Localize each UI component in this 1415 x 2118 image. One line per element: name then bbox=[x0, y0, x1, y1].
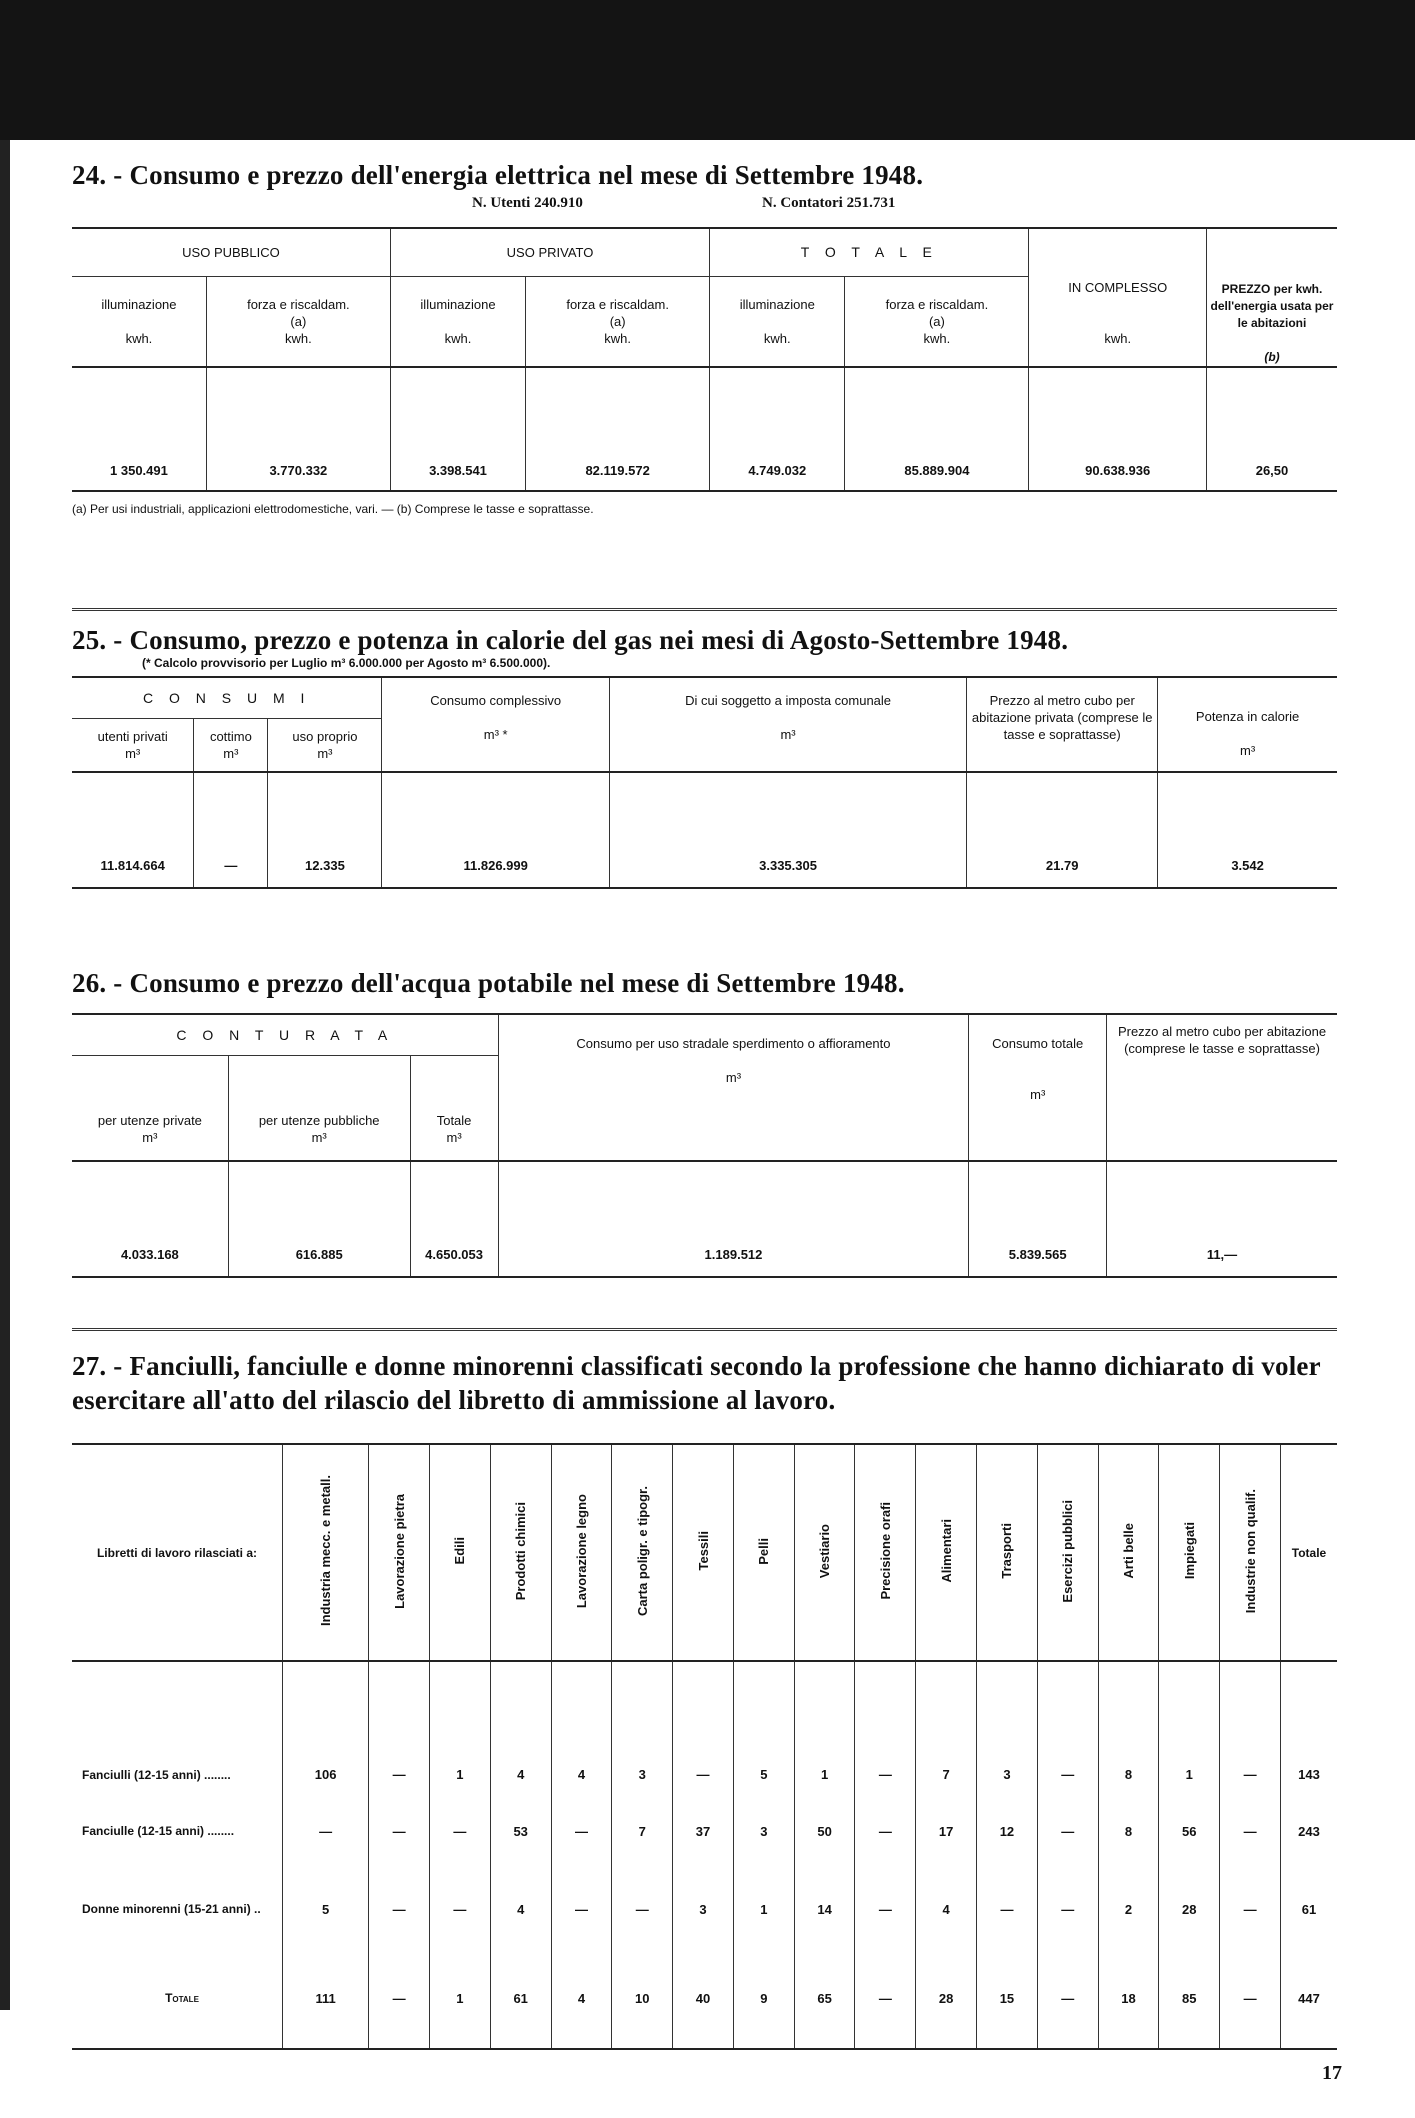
group-uso-pubblico: USO PUBBLICO bbox=[182, 245, 280, 261]
section-27 bbox=[72, 1328, 1337, 2050]
col-pub-forza: forza e riscaldam. (a) kwh. bbox=[206, 277, 390, 367]
val-acqua-totale: 5.839.565 bbox=[969, 1161, 1107, 1277]
cell: 56 bbox=[1159, 1792, 1220, 1870]
col-priv-illum: illuminazione kwh. bbox=[390, 277, 525, 367]
val-gas-prezzo: 21.79 bbox=[967, 772, 1158, 888]
cell: 5 bbox=[283, 1870, 369, 1948]
col-vestiario: Vestiario bbox=[794, 1444, 855, 1661]
cell: 143 bbox=[1281, 1661, 1338, 1792]
cell: — bbox=[612, 1870, 673, 1948]
val-acqua-totale-conturata: 4.650.053 bbox=[410, 1161, 498, 1277]
col-priv-forza: forza e riscaldam. (a) kwh. bbox=[526, 277, 710, 367]
val-gas-uso-proprio: 12.335 bbox=[268, 772, 382, 888]
contatori-count: N. Contatori 251.731 bbox=[762, 195, 896, 211]
cell: 447 bbox=[1281, 1948, 1338, 2049]
val-complesso: 90.638.936 bbox=[1029, 367, 1207, 491]
val-priv-forza: 82.119.572 bbox=[526, 367, 710, 491]
col-gas-uso-proprio: uso proprio m³ bbox=[268, 719, 382, 773]
val-priv-illum: 3.398.541 bbox=[390, 367, 525, 491]
section-26-title: 26. - Consumo e prezzo dell'acqua potabile nel mese di Settembre 1948. bbox=[72, 968, 905, 998]
cell: 12 bbox=[977, 1792, 1038, 1870]
row-label: Donne minorenni (15-21 anni) .. bbox=[82, 1902, 261, 1916]
cell: 8 bbox=[1098, 1792, 1159, 1870]
section-25 bbox=[72, 608, 1337, 889]
col-acqua-prezzo: Prezzo al metro cubo per abitazione (comprese le tasse e soprattasse) bbox=[1107, 1014, 1338, 1161]
cell: 4 bbox=[551, 1948, 612, 2049]
col-alimentari: Alimentari bbox=[916, 1444, 977, 1661]
cell: — bbox=[855, 1792, 916, 1870]
cell: — bbox=[430, 1792, 491, 1870]
col-pelli: Pelli bbox=[733, 1444, 794, 1661]
cell: — bbox=[283, 1792, 369, 1870]
val-pub-forza: 3.770.332 bbox=[206, 367, 390, 491]
section-24-footnote: (a) Per usi industriali, applicazioni elettrodomestiche, vari. — (b) Comprese le tasse e soprattasse. bbox=[72, 502, 594, 516]
col-acqua-private: per utenze private m³ bbox=[72, 1056, 228, 1162]
cell: 4 bbox=[490, 1661, 551, 1792]
table-row bbox=[72, 1870, 1337, 1948]
cell: 1 bbox=[733, 1870, 794, 1948]
col-esercizi: Esercizi pubblici bbox=[1037, 1444, 1098, 1661]
col-orafi: Precisione orafi bbox=[855, 1444, 916, 1661]
cell: 53 bbox=[490, 1792, 551, 1870]
cell: 61 bbox=[1281, 1870, 1338, 1948]
cell: 3 bbox=[612, 1661, 673, 1792]
cell: 18 bbox=[1098, 1948, 1159, 2049]
cell: 14 bbox=[794, 1870, 855, 1948]
cell: 3 bbox=[673, 1870, 734, 1948]
col-edili: Edili bbox=[430, 1444, 491, 1661]
cell: — bbox=[1220, 1870, 1281, 1948]
table-row-total bbox=[72, 1948, 1337, 2049]
cell: 1 bbox=[430, 1661, 491, 1792]
cell: 7 bbox=[916, 1661, 977, 1792]
section-24-title: 24. - Consumo e prezzo dell'energia elettrica nel mese di Settembre 1948. bbox=[72, 160, 924, 190]
cell: 61 bbox=[490, 1948, 551, 2049]
cell: 4 bbox=[490, 1870, 551, 1948]
val-gas-soggetto: 3.335.305 bbox=[609, 772, 966, 888]
col-arti-belle: Arti belle bbox=[1098, 1444, 1159, 1661]
section-24 bbox=[72, 160, 1337, 516]
table-row bbox=[72, 1661, 1337, 1792]
cell: 85 bbox=[1159, 1948, 1220, 2049]
cell: — bbox=[1037, 1948, 1098, 2049]
section-26 bbox=[72, 968, 1337, 1278]
val-gas-complessivo: 11.826.999 bbox=[382, 772, 609, 888]
cell: — bbox=[673, 1661, 734, 1792]
cell: 37 bbox=[673, 1792, 734, 1870]
cell: 1 bbox=[794, 1661, 855, 1792]
val-acqua-stradale: 1.189.512 bbox=[498, 1161, 969, 1277]
col-pietra: Lavorazione pietra bbox=[369, 1444, 430, 1661]
col-tot-forza: forza e riscaldam. (a) kwh. bbox=[845, 277, 1029, 367]
val-gas-utenti: 11.814.664 bbox=[100, 858, 165, 873]
cell: — bbox=[855, 1948, 916, 2049]
page-number: 17 bbox=[1322, 2062, 1342, 2084]
group-conturata: C O N T U R A T A bbox=[176, 1027, 394, 1043]
cell: 28 bbox=[1159, 1870, 1220, 1948]
col-impiegati: Impiegati bbox=[1159, 1444, 1220, 1661]
cell: — bbox=[369, 1792, 430, 1870]
section-25-title: 25. - Consumo, prezzo e potenza in calorie del gas nei mesi di Agosto-Settembre 1948. bbox=[72, 625, 1069, 655]
cell: — bbox=[1220, 1792, 1281, 1870]
cell: — bbox=[1037, 1870, 1098, 1948]
val-acqua-private: 4.033.168 bbox=[120, 1247, 179, 1262]
minors-table bbox=[72, 1443, 1337, 2050]
scan-top-border bbox=[0, 0, 1415, 140]
cell: — bbox=[1220, 1661, 1281, 1792]
document-page bbox=[42, 140, 1362, 2100]
col-gas-potenza: Potenza in calorie m³ bbox=[1158, 677, 1337, 772]
cell: — bbox=[369, 1870, 430, 1948]
cell: 28 bbox=[916, 1948, 977, 2049]
cell: — bbox=[855, 1870, 916, 1948]
col-chimici: Prodotti chimici bbox=[490, 1444, 551, 1661]
cell: 3 bbox=[733, 1792, 794, 1870]
water-table bbox=[72, 1013, 1337, 1278]
cell: 10 bbox=[612, 1948, 673, 2049]
scan-left-edge bbox=[0, 140, 10, 2010]
val-gas-cottimo: — bbox=[194, 772, 268, 888]
gas-table bbox=[72, 676, 1337, 889]
group-totale: T O T A L E bbox=[710, 228, 1029, 277]
col-acqua-pubbliche: per utenze pubbliche m³ bbox=[228, 1056, 410, 1162]
col-trasporti: Trasporti bbox=[977, 1444, 1038, 1661]
section-25-subtitle: (* Calcolo provvisorio per Luglio m³ 6.000.000 per Agosto m³ 6.500.000). bbox=[142, 656, 551, 670]
col-gas-utenti: utenti privati m³ bbox=[72, 719, 194, 773]
col-gas-cottimo: cottimo m³ bbox=[194, 719, 268, 773]
val-gas-potenza: 3.542 bbox=[1158, 772, 1337, 888]
val-pub-illum: 1 350.491 bbox=[110, 463, 168, 478]
col-totale: Totale bbox=[1281, 1444, 1338, 1661]
cell: 15 bbox=[977, 1948, 1038, 2049]
cell: 8 bbox=[1098, 1661, 1159, 1792]
col-gas-soggetto: Di cui soggetto a imposta comunale m³ bbox=[609, 677, 966, 772]
energy-table bbox=[72, 227, 1337, 492]
cell: 4 bbox=[916, 1870, 977, 1948]
col-legno: Lavorazione legno bbox=[551, 1444, 612, 1661]
val-acqua-prezzo: 11,— bbox=[1107, 1161, 1338, 1277]
stub-header: Libretti di lavoro rilasciati a: bbox=[96, 1545, 258, 1560]
col-acqua-stradale: Consumo per uso stradale sperdimento o affioramento m³ bbox=[498, 1014, 969, 1161]
col-pub-illum: illuminazione kwh. bbox=[101, 297, 177, 347]
cell: — bbox=[1037, 1661, 1098, 1792]
cell: — bbox=[551, 1792, 612, 1870]
col-industria: Industria mecc. e metall. bbox=[283, 1444, 369, 1661]
col-tot-illum: illuminazione kwh. bbox=[710, 277, 845, 367]
cell: 17 bbox=[916, 1792, 977, 1870]
col-carta: Carta poligr. e tipogr. bbox=[612, 1444, 673, 1661]
cell: — bbox=[977, 1870, 1038, 1948]
row-label-total: Totale bbox=[165, 1991, 199, 2005]
section-27-title: 27. - Fanciulli, fanciulle e donne minorenni classificati secondo la professione che hanno dichiarato di voler esercitare all'atto del rilascio del libretto di ammissione al lavoro. bbox=[72, 1351, 1321, 1415]
group-consumi: C O N S U M I bbox=[142, 690, 311, 706]
cell: 9 bbox=[733, 1948, 794, 2049]
cell: 106 bbox=[283, 1661, 369, 1792]
cell: — bbox=[369, 1948, 430, 2049]
group-in-complesso: IN COMPLESSO kwh. bbox=[1029, 228, 1207, 367]
cell: 111 bbox=[283, 1948, 369, 2049]
cell: — bbox=[369, 1661, 430, 1792]
cell: — bbox=[855, 1661, 916, 1792]
val-prezzo: 26,50 bbox=[1207, 367, 1338, 491]
val-tot-forza: 85.889.904 bbox=[845, 367, 1029, 491]
cell: — bbox=[551, 1870, 612, 1948]
row-label: Fanciulle (12-15 anni) ........ bbox=[82, 1824, 235, 1838]
row-label: Fanciulli (12-15 anni) ........ bbox=[82, 1768, 231, 1782]
col-acqua-totale-conturata: Totale m³ bbox=[410, 1056, 498, 1162]
col-gas-prezzo: Prezzo al metro cubo per abitazione privata (comprese le tasse e soprattasse) bbox=[967, 677, 1158, 772]
utenti-count: N. Utenti 240.910 bbox=[472, 195, 583, 211]
cell: 2 bbox=[1098, 1870, 1159, 1948]
cell: 4 bbox=[551, 1661, 612, 1792]
cell: 243 bbox=[1281, 1792, 1338, 1870]
val-tot-illum: 4.749.032 bbox=[710, 367, 845, 491]
val-acqua-pubbliche: 616.885 bbox=[228, 1161, 410, 1277]
group-prezzo: PREZZO per kwh. dell'energia usata per le abitazioni (b) bbox=[1207, 228, 1338, 367]
col-acqua-totale: Consumo totale m³ bbox=[969, 1014, 1107, 1161]
cell: — bbox=[1220, 1948, 1281, 2049]
cell: — bbox=[1037, 1792, 1098, 1870]
col-non-qualif: Industrie non qualif. bbox=[1220, 1444, 1281, 1661]
col-gas-complessivo: Consumo complessivo m³ * bbox=[382, 677, 609, 772]
cell: 50 bbox=[794, 1792, 855, 1870]
cell: 1 bbox=[430, 1948, 491, 2049]
cell: 5 bbox=[733, 1661, 794, 1792]
cell: — bbox=[430, 1870, 491, 1948]
table-row bbox=[72, 1792, 1337, 1870]
cell: 3 bbox=[977, 1661, 1038, 1792]
col-tessili: Tessili bbox=[673, 1444, 734, 1661]
cell: 65 bbox=[794, 1948, 855, 2049]
cell: 1 bbox=[1159, 1661, 1220, 1792]
cell: 7 bbox=[612, 1792, 673, 1870]
cell: 40 bbox=[673, 1948, 734, 2049]
group-uso-privato: USO PRIVATO bbox=[390, 228, 709, 277]
